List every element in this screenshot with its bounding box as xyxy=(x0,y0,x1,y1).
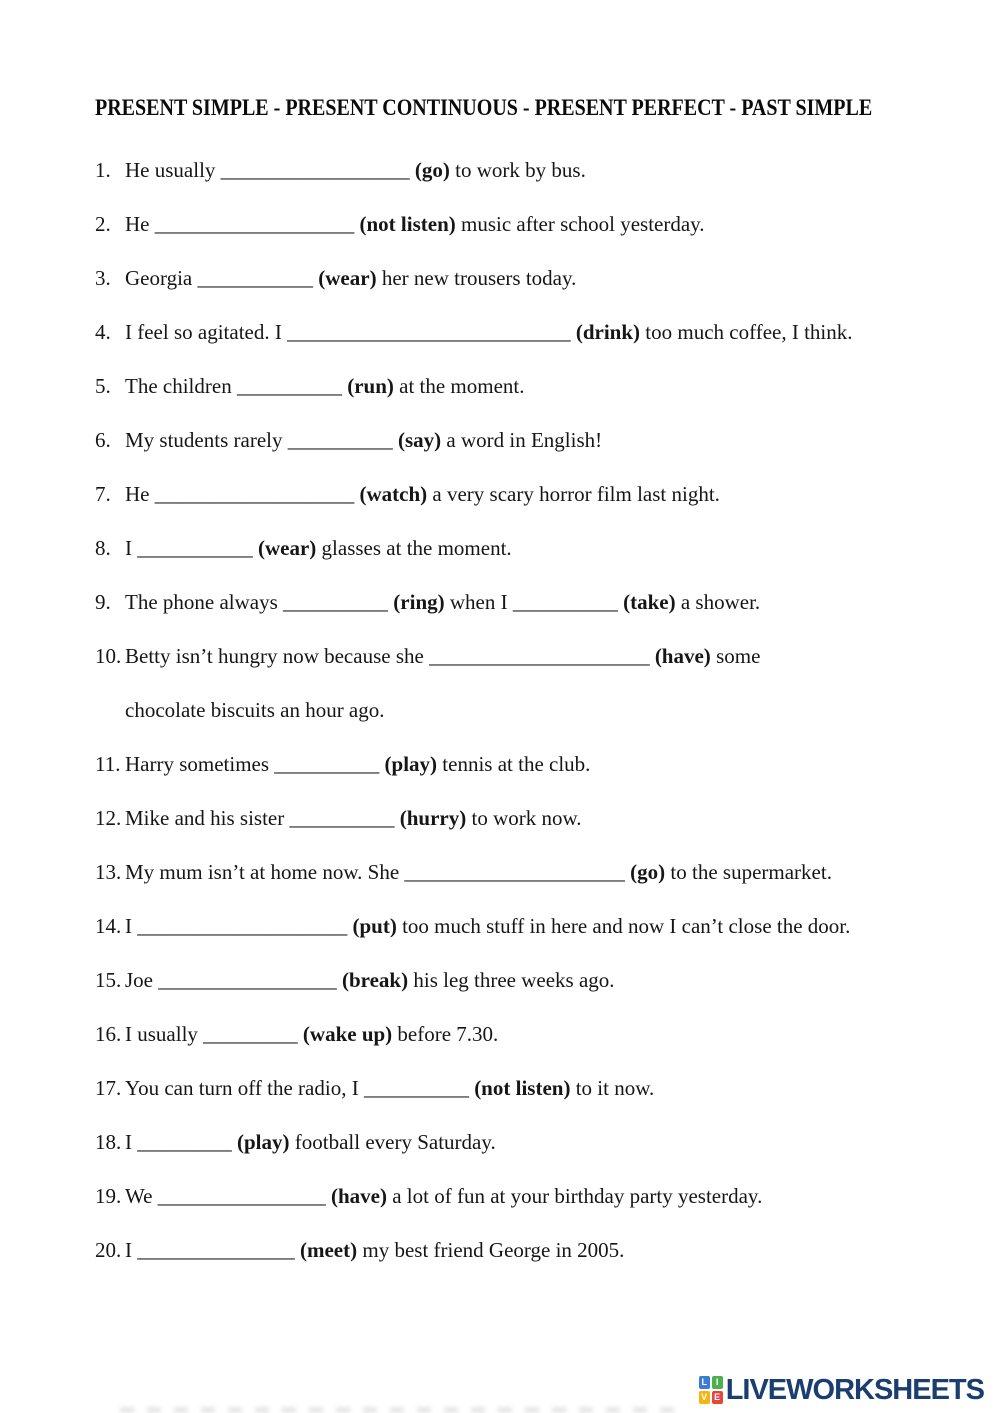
sentence-text: I xyxy=(125,536,138,560)
item-number: 20. xyxy=(95,1238,122,1262)
answer-blank[interactable]: __________ xyxy=(287,428,393,452)
sentence-text: to it now. xyxy=(570,1076,655,1100)
sentence-text: I usually xyxy=(125,1022,204,1046)
sentence-text: (wear) xyxy=(318,266,377,290)
item-sentence xyxy=(125,143,942,197)
sentence-text: too much coffee, I think. xyxy=(640,320,853,344)
sentence-text: I feel so agitated. I xyxy=(125,320,288,344)
answer-blank[interactable]: __________ xyxy=(283,590,389,614)
logo-tile-e: E xyxy=(712,1391,723,1404)
sentence-text: glasses at the moment. xyxy=(316,536,512,560)
exercise-item-18 xyxy=(95,1115,942,1169)
sentence-text: too much stuff in here and now I can’t close the door. xyxy=(396,914,851,938)
exercise-item-9 xyxy=(95,575,942,629)
item-number: 1. xyxy=(95,158,111,182)
sentence-text: (meet) xyxy=(300,1238,358,1262)
sentence-text: to the supermarket. xyxy=(665,860,832,884)
item-number: 4. xyxy=(95,320,111,344)
sentence-text: to work by bus. xyxy=(449,158,586,182)
sentence-text: (watch) xyxy=(359,482,428,506)
liveworksheets-logo[interactable] xyxy=(699,1375,984,1405)
item-sentence xyxy=(125,251,942,305)
sentence-text: My students rarely xyxy=(125,428,288,452)
item-sentence xyxy=(125,1169,942,1223)
sentence-text: music after school yesterday. xyxy=(455,212,705,236)
item-number: 16. xyxy=(95,1022,122,1046)
item-number: 3. xyxy=(95,266,111,290)
item-number: 2. xyxy=(95,212,111,236)
sentence-text: (not listen) xyxy=(474,1076,571,1100)
liveworksheets-logo-icon xyxy=(699,1376,723,1404)
sentence-text: a very scary horror film last night. xyxy=(427,482,720,506)
sentence-text: My mum isn’t at home now. She xyxy=(125,860,405,884)
sentence-text: his leg three weeks ago. xyxy=(408,968,615,992)
exercise-item-1 xyxy=(95,143,942,197)
logo-tile-l: L xyxy=(699,1376,710,1389)
answer-blank[interactable]: _________________ xyxy=(158,968,337,992)
item-number: 17. xyxy=(95,1076,122,1100)
item-number: 12. xyxy=(95,806,122,830)
sentence-text: (hurry) xyxy=(399,806,467,830)
logo-tile-i: I xyxy=(712,1376,723,1389)
exercise-item-6 xyxy=(95,413,942,467)
item-number: 14. xyxy=(95,914,122,938)
sentence-text: before 7.30. xyxy=(392,1022,499,1046)
sentence-text: (play) xyxy=(384,752,438,776)
exercise-item-19 xyxy=(95,1169,942,1223)
item-number: 7. xyxy=(95,482,111,506)
sentence-text: I xyxy=(125,1238,138,1262)
sentence-text: You can turn off the radio, I xyxy=(125,1076,364,1100)
sentence-text: (break) xyxy=(342,968,409,992)
exercise-item-11 xyxy=(95,737,942,791)
answer-blank[interactable]: _______________ xyxy=(137,1238,295,1262)
exercise-item-15 xyxy=(95,953,942,1007)
sentence-text: a lot of fun at your birthday party yesterday. xyxy=(386,1184,763,1208)
sentence-text: I xyxy=(125,914,138,938)
sentence-text: We xyxy=(125,1184,158,1208)
item-sentence xyxy=(125,791,942,845)
answer-blank[interactable]: _____________________ xyxy=(404,860,625,884)
answer-blank[interactable]: _____________________ xyxy=(429,644,650,668)
exercise-item-13 xyxy=(95,845,942,899)
exercise-item-4 xyxy=(95,305,942,359)
sentence-text: I xyxy=(125,1130,138,1154)
exercise-item-2 xyxy=(95,197,942,251)
sentence-text: (wake up) xyxy=(302,1022,393,1046)
sentence-text: Betty isn’t hungry now because she xyxy=(125,644,430,668)
exercise-item-20 xyxy=(95,1223,942,1277)
answer-blank[interactable]: __________ xyxy=(363,1076,469,1100)
answer-blank[interactable]: _________ xyxy=(203,1022,298,1046)
item-sentence xyxy=(125,737,942,791)
item-sentence xyxy=(125,845,942,899)
answer-blank[interactable]: ___________________ xyxy=(154,482,355,506)
item-sentence xyxy=(125,1115,942,1169)
item-number: 10. xyxy=(95,644,122,668)
sentence-text: my best friend George in 2005. xyxy=(357,1238,625,1262)
item-number: 15. xyxy=(95,968,122,992)
item-sentence xyxy=(125,467,942,521)
sentence-text: a word in English! xyxy=(441,428,603,452)
scan-artifact xyxy=(120,1407,680,1413)
sentence-text: (play) xyxy=(237,1130,290,1154)
sentence-text: football every Saturday. xyxy=(289,1130,496,1154)
item-sentence xyxy=(125,305,942,359)
item-sentence xyxy=(125,899,942,953)
answer-blank[interactable]: __________ xyxy=(289,806,395,830)
sentence-text: tennis at the club. xyxy=(437,752,591,776)
sentence-text: some xyxy=(710,644,761,668)
exercise-item-12 xyxy=(95,791,942,845)
item-number: 8. xyxy=(95,536,111,560)
sentence-text: He xyxy=(125,482,155,506)
sentence-text: He usually xyxy=(125,158,221,182)
answer-blank[interactable]: ___________________ xyxy=(154,212,355,236)
exercise-item-5 xyxy=(95,359,942,413)
sentence-text: her new trousers today. xyxy=(376,266,577,290)
exercise-item-3 xyxy=(95,251,942,305)
sentence-text: (ring) xyxy=(393,590,445,614)
sentence-text: (put) xyxy=(352,914,397,938)
sentence-text: (go) xyxy=(414,158,450,182)
answer-blank[interactable]: ___________ xyxy=(197,266,314,290)
item-number: 6. xyxy=(95,428,111,452)
answer-blank[interactable]: __________ xyxy=(274,752,380,776)
sentence-text: (wear) xyxy=(258,536,317,560)
item-sentence xyxy=(125,521,942,575)
sentence-text: (run) xyxy=(347,374,394,398)
sentence-text: (not listen) xyxy=(359,212,456,236)
item-sentence xyxy=(125,1223,942,1277)
exercise-item-10 xyxy=(95,629,942,737)
item-sentence xyxy=(125,413,942,467)
sentence-text: at the moment. xyxy=(393,374,525,398)
item-sentence xyxy=(125,197,942,251)
exercise-item-14 xyxy=(95,899,942,953)
answer-blank[interactable]: __________ xyxy=(236,374,342,398)
sentence-text: (drink) xyxy=(575,320,641,344)
sentence-text: (have) xyxy=(654,644,711,668)
liveworksheets-wordmark: LIVEWORKSHEETS xyxy=(725,1374,984,1406)
sentence-text: The children xyxy=(125,374,237,398)
sentence-text: Harry sometimes xyxy=(125,752,275,776)
sentence-text: Joe xyxy=(125,968,159,992)
sentence-text: Georgia xyxy=(125,266,198,290)
sentence-text: chocolate biscuits an hour ago. xyxy=(125,698,385,722)
exercise-item-16 xyxy=(95,1007,942,1061)
item-sentence xyxy=(125,953,942,1007)
worksheet-title: PRESENT SIMPLE - PRESENT CONTINUOUS - PRESENT PERFECT - PAST SIMPLE xyxy=(95,95,873,120)
answer-blank[interactable]: _________ xyxy=(137,1130,232,1154)
sentence-text: He xyxy=(125,212,155,236)
item-number: 5. xyxy=(95,374,111,398)
item-number: 11. xyxy=(95,752,121,776)
sentence-text: a shower. xyxy=(675,590,761,614)
item-number: 9. xyxy=(95,590,111,614)
answer-blank[interactable]: ____________________ xyxy=(137,914,348,938)
item-sentence xyxy=(125,629,942,737)
item-number: 19. xyxy=(95,1184,122,1208)
sentence-text: when I xyxy=(444,590,513,614)
item-number: 18. xyxy=(95,1130,122,1154)
exercise-item-8 xyxy=(95,521,942,575)
exercise-list xyxy=(95,143,942,1277)
sentence-text: Mike and his sister xyxy=(125,806,290,830)
item-sentence xyxy=(125,1061,942,1115)
answer-blank[interactable]: ___________________________ xyxy=(287,320,571,344)
item-sentence xyxy=(125,359,942,413)
answer-blank[interactable]: __________ xyxy=(512,590,618,614)
sentence-text: (say) xyxy=(397,428,442,452)
sentence-text: The phone always xyxy=(125,590,284,614)
sentence-text: (take) xyxy=(623,590,676,614)
answer-blank[interactable]: __________________ xyxy=(220,158,410,182)
answer-blank[interactable]: ________________ xyxy=(157,1184,326,1208)
exercise-item-7 xyxy=(95,467,942,521)
answer-blank[interactable]: ___________ xyxy=(137,536,253,560)
logo-tile-v: V xyxy=(699,1391,710,1404)
sentence-text: (go) xyxy=(630,860,666,884)
item-sentence xyxy=(125,1007,942,1061)
item-sentence xyxy=(125,575,942,629)
sentence-text: (have) xyxy=(330,1184,387,1208)
sentence-text: to work now. xyxy=(466,806,582,830)
item-number: 13. xyxy=(95,860,122,884)
exercise-item-17 xyxy=(95,1061,942,1115)
